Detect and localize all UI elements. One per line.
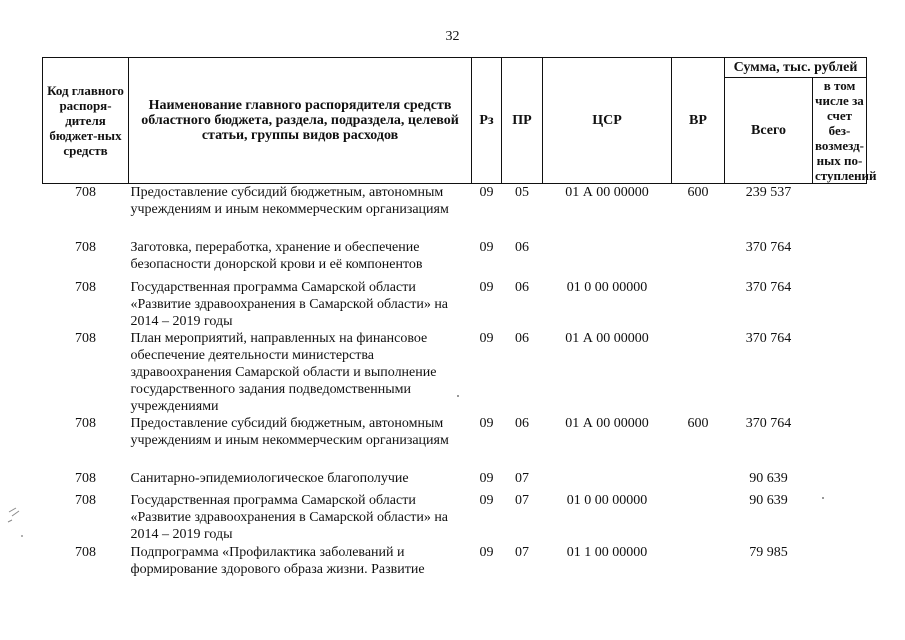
cell-code: 708 [75,240,96,255]
cell-grants [813,239,867,279]
header-csr: ЦСР [543,58,672,184]
cell-name: Подпрограмма «Профилактика заболеваний и формирование здорового образа жизни. Развитие [130,545,425,577]
cell-vr: 600 [687,185,709,200]
budget-table [42,57,877,584]
cell-csr: 01 А 00 00000 [565,331,649,346]
cell-rz: 09 [479,331,494,346]
scan-artifact-dot [822,497,824,499]
cell-pr: 06 [515,416,529,431]
cell-vr [672,492,725,544]
cell-total: 370 764 [745,331,792,346]
cell-code: 708 [75,185,96,200]
table-row [43,470,867,492]
cell-name: План мероприятий, направленных на финансовое обеспечение деятельности министерства здравоохранения Самарской области и выполнение государственного задания подведомственными учреждениями [130,331,437,414]
scan-artifact-mark [6,500,36,550]
cell-total: 370 764 [745,416,792,431]
table-row [43,239,867,279]
cell-rz: 09 [479,493,494,508]
cell-grants [813,184,867,240]
cell-csr [543,239,672,279]
table-row [43,544,867,584]
cell-total: 370 764 [745,240,792,255]
cell-rz: 09 [479,240,494,255]
cell-total: 90 639 [749,493,788,508]
cell-vr: 600 [687,416,709,431]
cell-name: Предоставление субсидий бюджетным, автономным учреждениям и иным некоммерческим организациям [130,416,449,448]
cell-grants [813,330,867,415]
cell-rz: 09 [479,545,494,560]
cell-code: 708 [75,416,96,431]
header-code: Код главного распоря-дителя бюджет-ных средств [43,58,129,184]
cell-vr [672,330,725,415]
header-total: Всего [725,78,813,184]
cell-vr [672,470,725,492]
cell-rz: 09 [479,185,494,200]
cell-rz: 09 [479,416,494,431]
scan-artifact-dot [457,395,459,397]
cell-vr [672,239,725,279]
cell-grants [813,470,867,492]
cell-rz: 09 [479,280,494,295]
cell-grants [813,544,867,584]
cell-pr: 05 [515,185,529,200]
cell-name: Заготовка, переработка, хранение и обеспечение безопасности донорской крови и её компонентов [130,240,423,272]
cell-total: 239 537 [745,185,792,200]
header-vr: ВР [672,58,725,184]
cell-grants [813,279,867,330]
header-rz: Рз [472,58,502,184]
table-row [43,492,867,544]
cell-pr: 07 [515,493,529,508]
cell-csr [543,470,672,492]
cell-name: Государственная программа Самарской области «Развитие здравоохранения в Самарской области» на 2014 – 2019 годы [130,493,449,542]
cell-vr [672,544,725,584]
cell-total: 370 764 [745,280,792,295]
cell-total: 90 639 [749,471,788,486]
table-row [43,184,867,240]
table-row [43,415,867,470]
cell-grants [813,415,867,470]
header-sum-group: Сумма, тыс. рублей [725,58,867,78]
header-name: Наименование главного распорядителя средств областного бюджета, раздела, подраздела, целевой статьи, группы видов расходов [129,58,472,184]
page-number: 32 [445,29,460,44]
cell-csr: 01 А 00 00000 [565,185,649,200]
table-row [43,279,867,330]
cell-csr: 01 0 00 00000 [566,493,648,508]
cell-code: 708 [75,280,96,295]
table-body [43,184,867,585]
cell-code: 708 [75,545,96,560]
table-row [43,330,867,415]
header-pr: ПР [502,58,543,184]
cell-pr: 06 [515,331,529,346]
cell-code: 708 [75,331,96,346]
table-header [43,58,877,184]
cell-csr: 01 1 00 00000 [566,545,648,560]
cell-pr: 06 [515,280,529,295]
cell-rz: 09 [479,471,494,486]
cell-name: Предоставление субсидий бюджетным, автономным учреждениям и иным некоммерческим организациям [130,185,449,217]
cell-code: 708 [75,493,96,508]
cell-vr [672,279,725,330]
cell-name: Санитарно-эпидемиологическое благополучие [130,471,409,486]
cell-pr: 06 [515,240,529,255]
cell-total: 79 985 [749,545,788,560]
header-grants: в том числе за счет без-возмезд-ных по-ступлений [813,78,867,184]
cell-pr: 07 [515,471,529,486]
cell-code: 708 [75,471,96,486]
cell-pr: 07 [515,545,529,560]
cell-grants [813,492,867,544]
cell-csr: 01 0 00 00000 [566,280,648,295]
cell-csr: 01 А 00 00000 [565,416,649,431]
cell-name: Государственная программа Самарской области «Развитие здравоохранения в Самарской области» на 2014 – 2019 годы [130,280,449,329]
